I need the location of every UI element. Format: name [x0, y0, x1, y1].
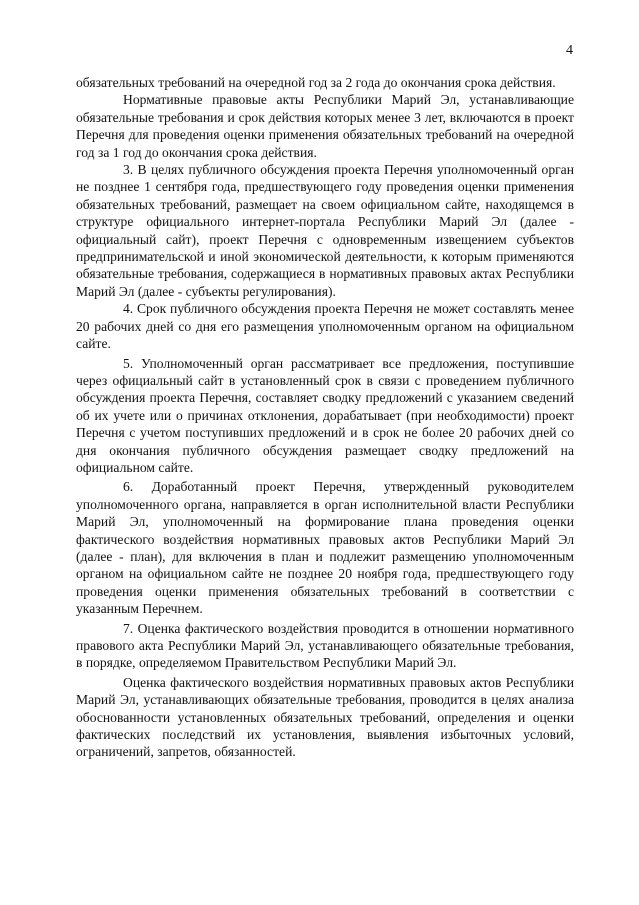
page-number: 4	[566, 43, 573, 58]
paragraph: 7. Оценка фактического воздействия проводится в отношении нормативного правового акта Республики Марий Эл, устанавливающего обязательные требования, в порядке, определяемом Правительством Республики Марий Эл.	[76, 620, 574, 671]
paragraph: Оценка фактического воздействия нормативных правовых актов Республики Марий Эл, устанавливающих обязательные требования, проводится в целях анализа обоснованности установленных обязательных требований, определения и оценки фактических последствий их установления, выявления избыточных условий, ограничений, запретов, обязанностей.	[76, 674, 574, 760]
paragraph: 6. Доработанный проект Перечня, утвержденный руководителем уполномоченного органа, направляется в орган исполнительной власти Республики Марий Эл, уполномоченный на формирование плана проведения оценки фактического воздействия нормативных правовых актов Республики Марий Эл (далее - план), для включения в план и подлежит размещению уполномоченным органом на официальном сайте не позднее 20 ноября года, предшествующего году проведения оценки применения обязательных требований в соответствии с указанным Перечнем.	[76, 479, 574, 617]
paragraph: обязательных требований на очередной год за 2 года до окончания срока действия.	[76, 75, 556, 90]
paragraph: Нормативные правовые акты Республики Марий Эл, устанавливающие обязательные требования и срок действия которых менее 3 лет, включаются в проект Перечня для проведения оценки применения обязательных требований на очередной год за 1 год до окончания срока действия.	[76, 92, 574, 160]
paragraph: 3. В целях публичного обсуждения проекта Перечня уполномоченный орган не позднее 1 сентября года, предшествующего году проведения оценки применения обязательных требований, размещает на своем официальном сайте, находящемся в структуре официального интернет-портала Республики Марий Эл (далее - официальный сайт), проект Перечня с одновременным извещением субъектов предпринимательской и иной экономической деятельности, к которым применяются обязательные требования, содержащиеся в нормативных правовых актах Республики Марий Эл (далее - субъекты регулирования).	[76, 162, 574, 299]
paragraph: 4. Срок публичного обсуждения проекта Перечня не может составлять менее 20 рабочих дней со дня его размещения уполномоченным органом на официальном сайте.	[76, 301, 574, 352]
document-body	[76, 74, 574, 761]
paragraph: 5. Уполномоченный орган рассматривает все предложения, поступившие через официальный сайт в установленный срок в связи с проведением публичного обсуждения проекта Перечня, составляет сводку предложений с указанием сведений об их учете или о причинах отклонения, дорабатывает (при необходимости) проект Перечня с учетом поступивших предложений и в срок не более 20 рабочих дней со дня окончания публичного обсуждения размещает сводку предложений на официальном сайте.	[76, 355, 574, 475]
